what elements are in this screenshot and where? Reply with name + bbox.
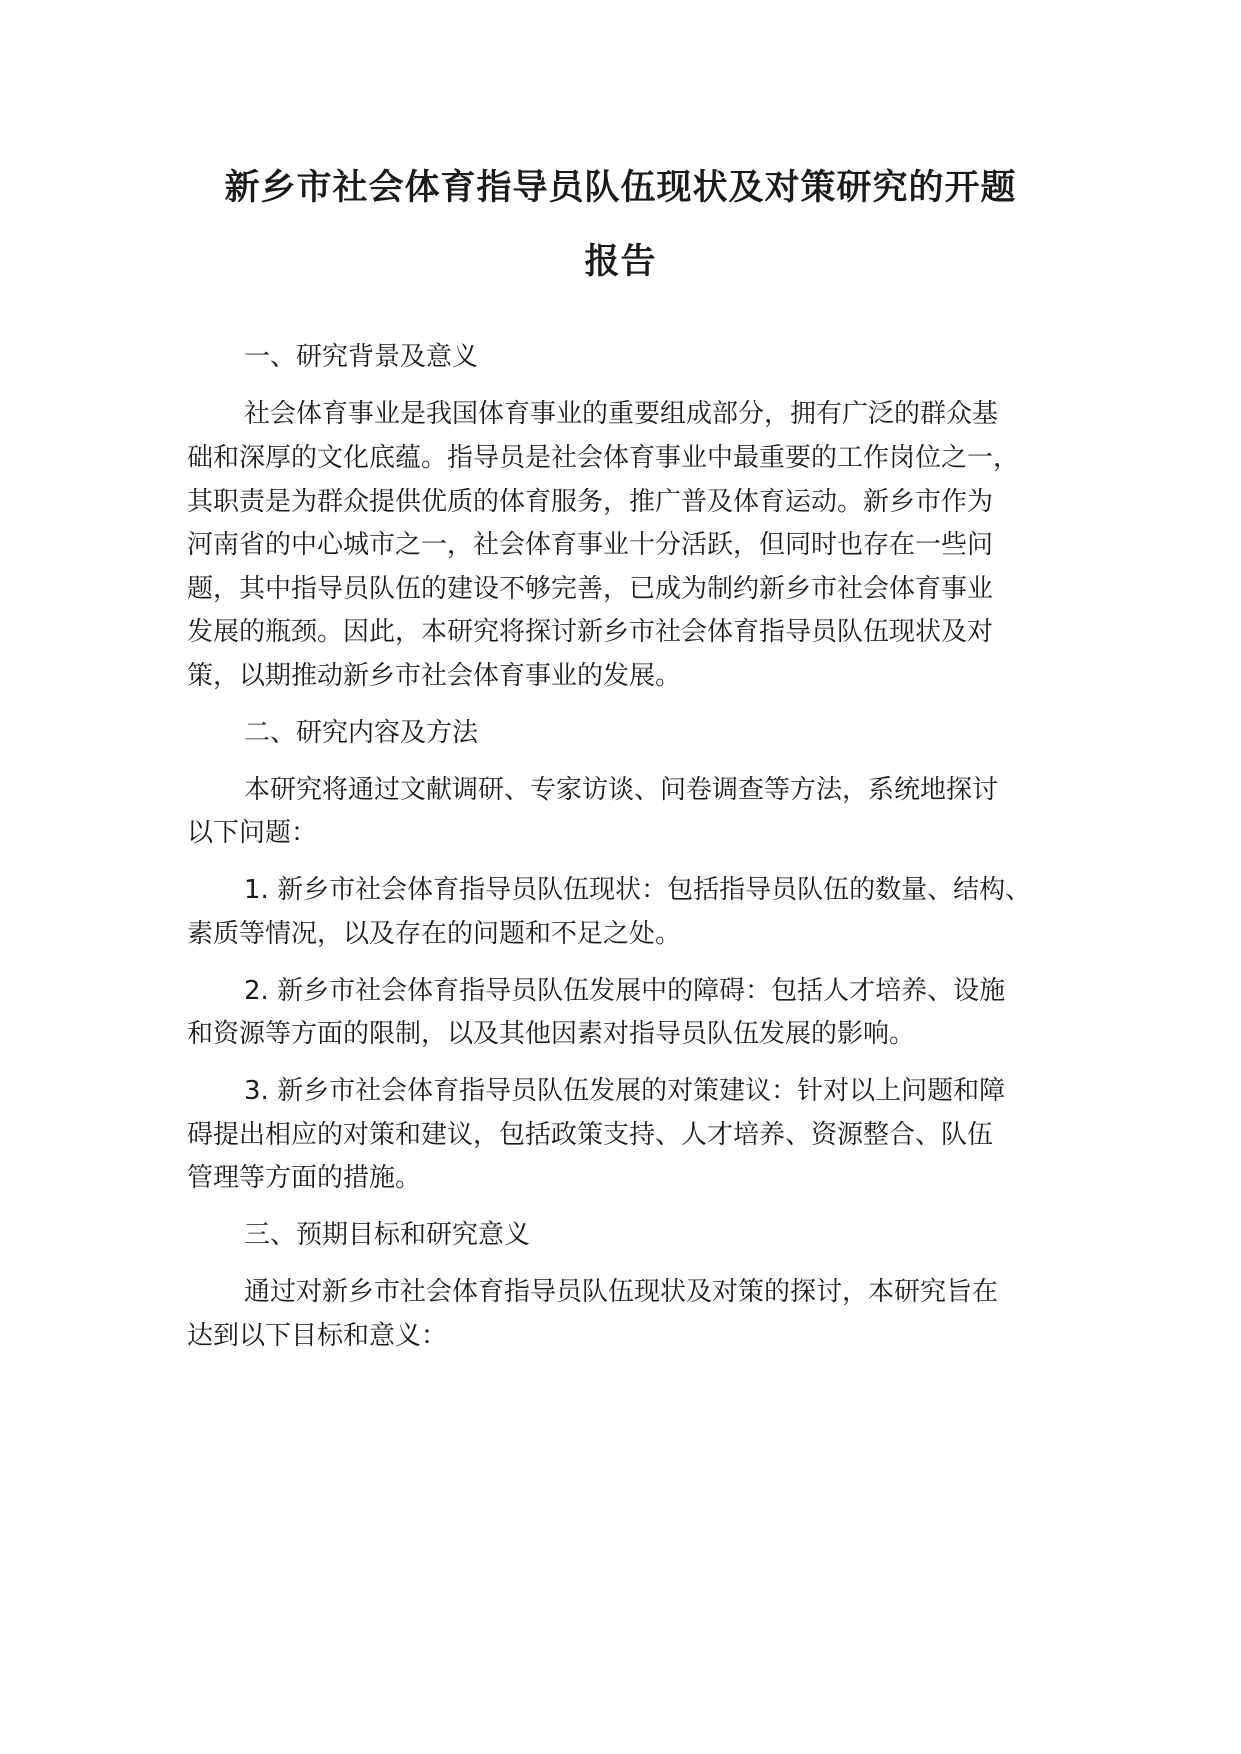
list-item-line: 素质等情况，以及存在的问题和不足之处。 — [187, 919, 682, 949]
section-heading: 二、研究内容及方法 — [244, 718, 479, 748]
paragraph-line: 本研究将通过文献调研、专家访谈、问卷调查等方法，系统地探讨 — [244, 775, 999, 805]
list-item-line: 和资源等方面的限制，以及其他因素对指导员队伍发展的影响。 — [187, 1019, 916, 1049]
paragraph-line: 以下问题： — [187, 818, 318, 848]
paragraph-line: 通过对新乡市社会体育指导员队伍现状及对策的探讨，本研究旨在 — [244, 1277, 999, 1307]
paragraph-line: 发展的瓶颈。因此，本研究将探讨新乡市社会体育指导员队伍现状及对 — [187, 617, 994, 647]
list-item-line: 1. 新乡市社会体育指导员队伍现状：包括指导员队伍的数量、结构、 — [244, 875, 1032, 905]
list-item-line: 3. 新乡市社会体育指导员队伍发展的对策建议：针对以上问题和障 — [244, 1076, 1006, 1106]
paragraph-line: 础和深厚的文化底蕴。指导员是社会体育事业中最重要的工作岗位之一， — [187, 443, 1020, 473]
section-heading: 三、预期目标和研究意义 — [244, 1220, 531, 1250]
paragraph-line: 策，以期推动新乡市社会体育事业的发展。 — [187, 661, 682, 691]
paragraph-line: 河南省的中心城市之一，社会体育事业十分活跃，但同时也存在一些问 — [187, 530, 994, 560]
document-title-line-1: 新乡市社会体育指导员队伍现状及对策研究的开题 — [224, 168, 1017, 208]
paragraph-line: 其职责是为群众提供优质的体育服务，推广普及体育运动。新乡市作为 — [187, 487, 994, 517]
list-item-line: 管理等方面的措施。 — [187, 1163, 422, 1193]
document-title-line-2: 报告 — [584, 242, 657, 282]
paragraph-line: 社会体育事业是我国体育事业的重要组成部分，拥有广泛的群众基 — [244, 399, 999, 429]
list-item-line: 2. 新乡市社会体育指导员队伍发展中的障碍：包括人才培养、设施 — [244, 976, 1006, 1006]
list-item-line: 碍提出相应的对策和建议，包括政策支持、人才培养、资源整合、队伍 — [187, 1120, 994, 1150]
paragraph-line: 达到以下目标和意义： — [187, 1321, 448, 1351]
paragraph-line: 题，其中指导员队伍的建设不够完善，已成为制约新乡市社会体育事业 — [187, 574, 994, 604]
section-heading: 一、研究背景及意义 — [244, 342, 479, 372]
